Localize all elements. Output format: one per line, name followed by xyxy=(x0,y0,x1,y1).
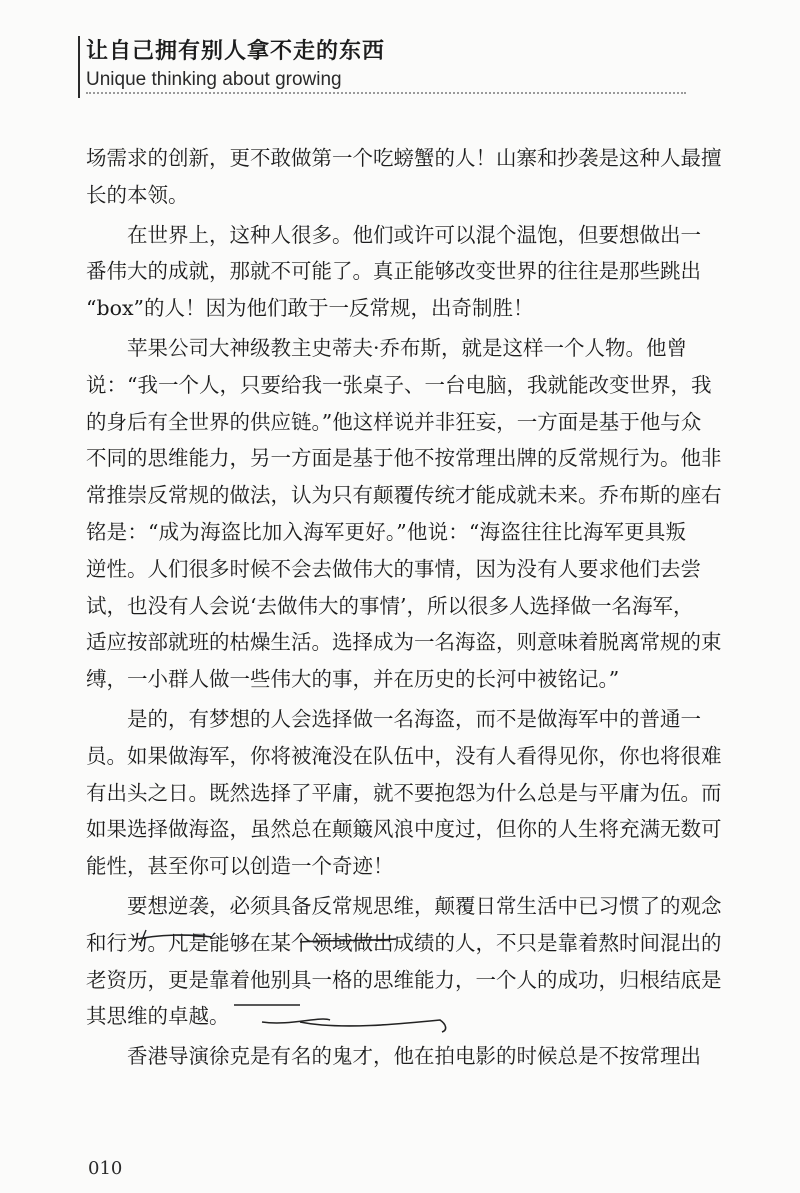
text-line: 场需求的创新，更不敢做第一个吃螃蟹的人！山寨和抄袭是这种人最擅 xyxy=(86,146,722,170)
header-dotted-divider xyxy=(86,92,686,94)
text-line: 员。如果做海军，你将被淹没在队伍中，没有人看得见你，你也将很难 xyxy=(86,743,722,768)
text-line: 有出头之日。既然选择了平庸，就不要抱怨为什么总是与平庸为伍。而 xyxy=(86,780,722,805)
text-line: 要想逆袭，必须具备反常规思维，颠覆日常生活中已习惯了的观念 xyxy=(127,893,722,918)
page-number: 010 xyxy=(88,1158,123,1179)
text-line: “box”的人！因为他们敢于一反常规，出奇制胜！ xyxy=(86,296,534,321)
text-line: 铭是：“成为海盗比加入海军更好。”他说：“海盗往往比海军更具叛 xyxy=(86,519,686,544)
text-line: 如果选择做海盗，虽然总在颠簸风浪中度过，但你的人生将充满无数可 xyxy=(86,817,722,842)
text-line: 苹果公司大神级教主史蒂夫·乔布斯，就是这样一个人物。他曾 xyxy=(127,335,688,360)
book-title-english: Unique thinking about growing xyxy=(86,69,342,90)
text-line: 番伟大的成就，那就不可能了。真正能够改变世界的往往是那些跳出 xyxy=(86,259,701,284)
text-line: 其思维的卓越。 xyxy=(86,1004,230,1029)
text-line: 能性，甚至你可以创造一个奇迹！ xyxy=(86,854,394,879)
text-line: 香港导演徐克是有名的鬼才，他在拍电影的时候总是不按常理出 xyxy=(127,1044,701,1069)
text-line: 是的，有梦想的人会选择做一名海盗，而不是做海军中的普通一 xyxy=(127,706,701,731)
header-vertical-rule xyxy=(78,36,80,98)
text-line: 和行为。凡是能够在某个领域做出成绩的人，不只是靠着熬时间混出的 xyxy=(86,930,722,955)
text-line: 说：“我一个人，只要给我一张桌子、一台电脑，我就能改变世界，我 xyxy=(86,372,712,397)
body-text xyxy=(86,140,722,1078)
text-line: 缚，一小群人做一些伟大的事，并在历史的长河中被铭记。” xyxy=(86,667,620,692)
text-line: 试，也没有人会说‘去做伟大的事情’，所以很多人选择做一名海军， xyxy=(86,593,694,618)
paragraph-gap xyxy=(86,1075,686,1078)
text-line: 长的本领。 xyxy=(86,182,189,207)
text-line: 适应按部就班的枯燥生活。选择成为一名海盗，则意味着脱离常规的束 xyxy=(86,630,722,655)
running-header xyxy=(86,28,686,91)
text-line: 逆性。人们很多时候不会去做伟大的事情，因为没有人要求他们去尝 xyxy=(86,556,701,581)
text-line: 常推崇反常规的做法，认为只有颠覆传统才能成就未来。乔布斯的座右 xyxy=(86,483,722,508)
text-line: 老资历，更是靠着他别具一格的思维能力，一个人的成功，归根结底是 xyxy=(86,967,722,992)
text-line: 不同的思维能力，另一方面是基于他不按常理出牌的反常规行为。他非 xyxy=(86,446,722,471)
text-line: 在世界上，这种人很多。他们或许可以混个温饱，但要想做出一 xyxy=(127,222,701,247)
text-line: 的身后有全世界的供应链。”他这样说并非狂妄，一方面是基于他与众 xyxy=(86,409,702,434)
book-title-chinese: 让自己拥有别人拿不走的东西 xyxy=(86,38,386,64)
